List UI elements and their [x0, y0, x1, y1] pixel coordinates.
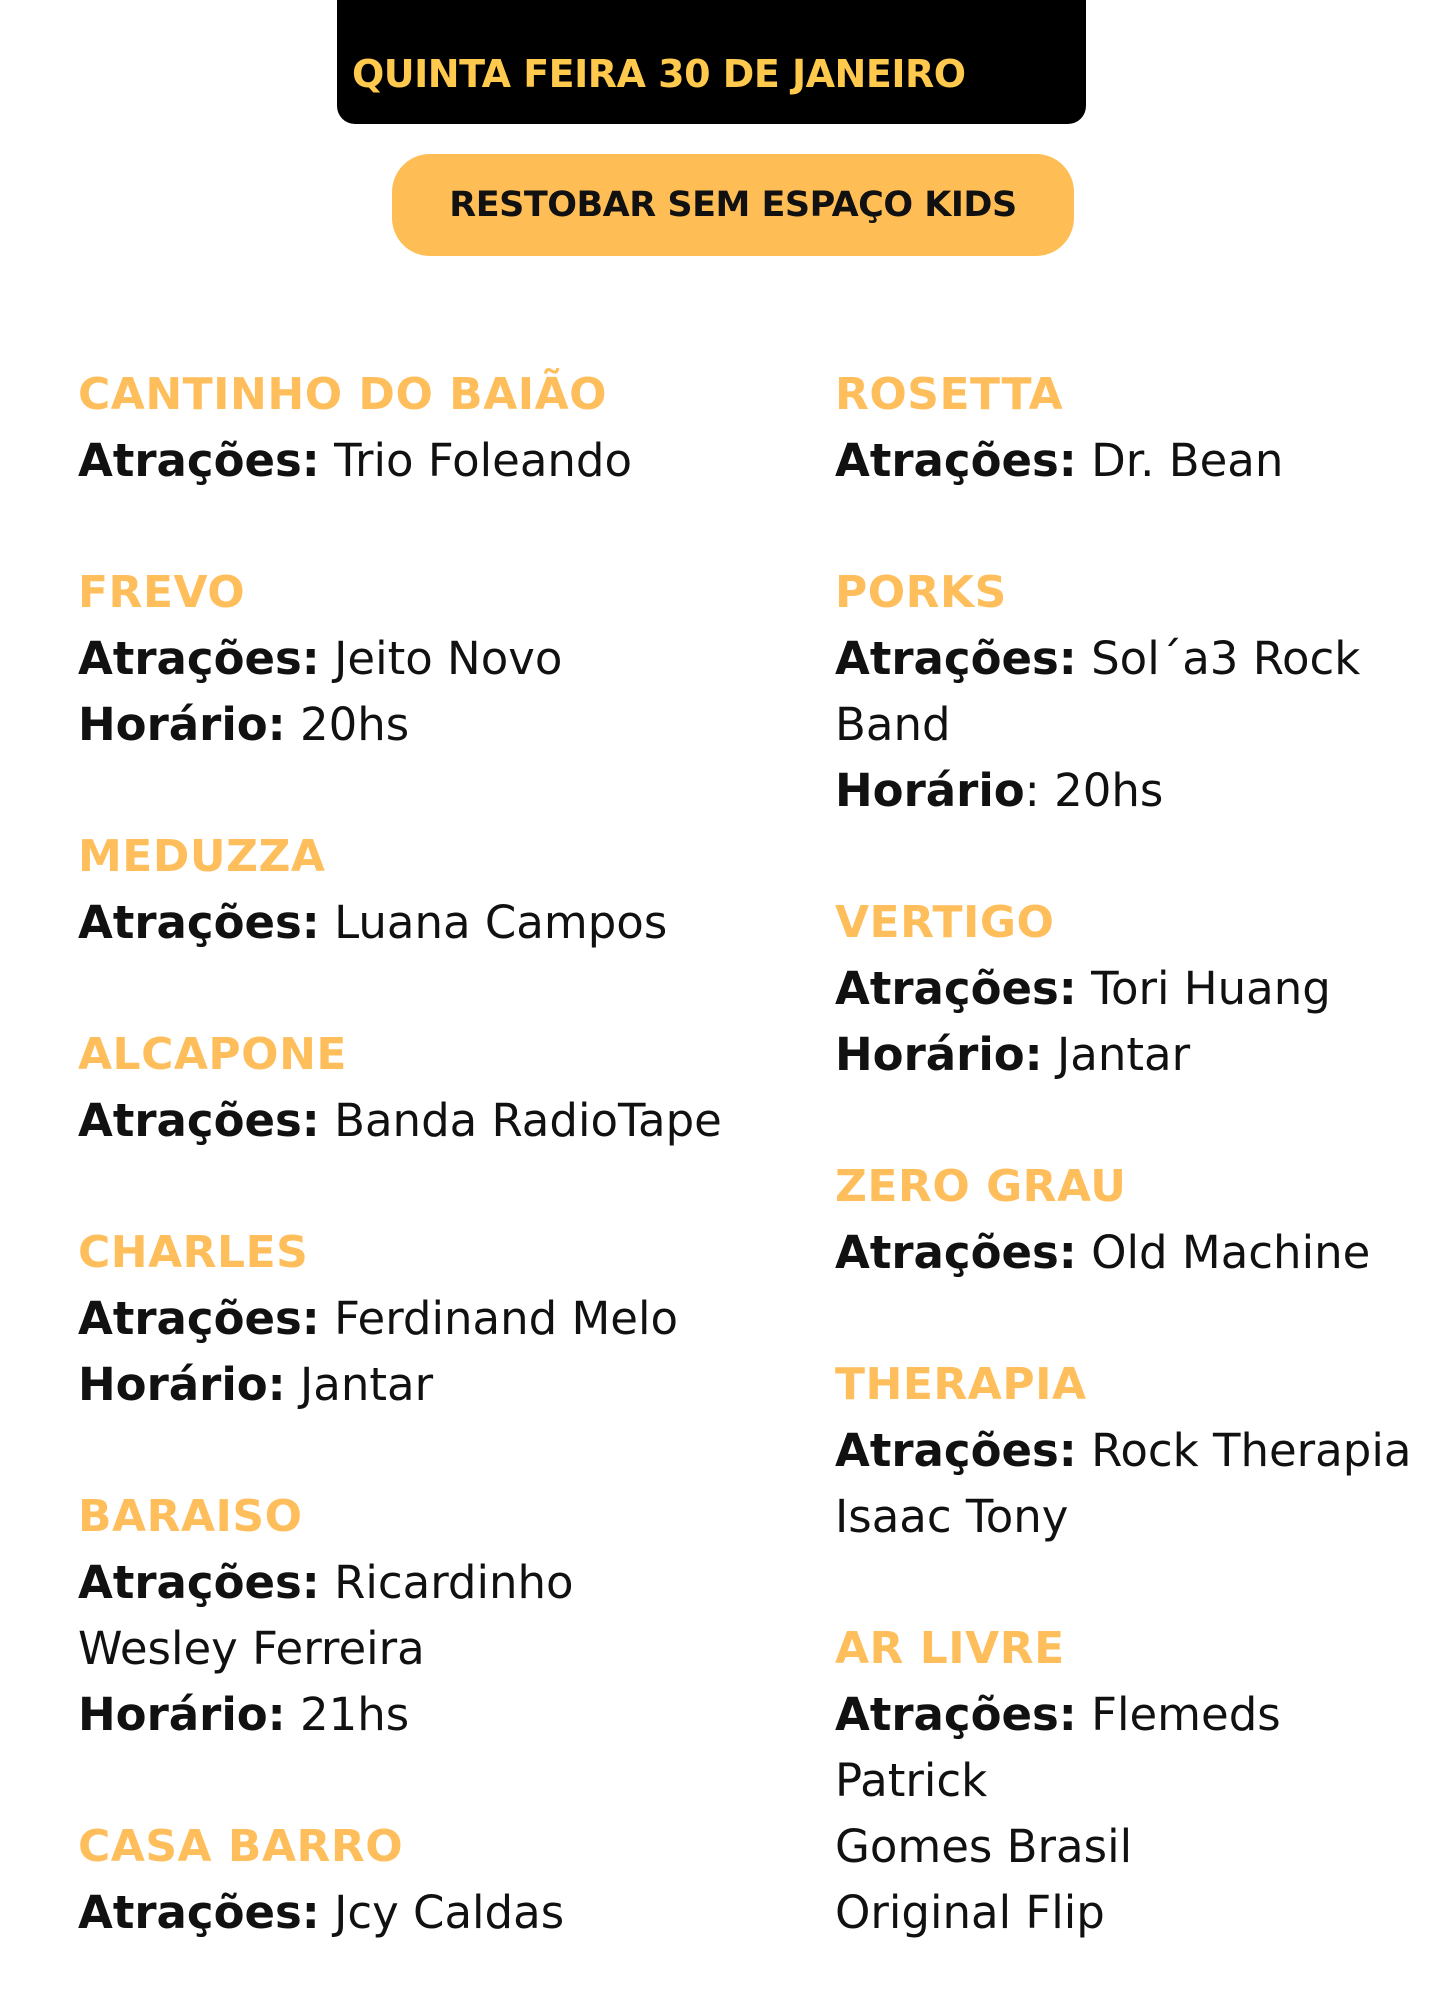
- time-line: [835, 758, 1415, 824]
- attractions-label: Atrações:: [78, 434, 320, 487]
- attractions-label: Atrações:: [78, 632, 320, 685]
- venue-name: THERAPIA: [835, 1359, 1087, 1410]
- attractions-line: [78, 1880, 738, 1946]
- attractions-label: Atrações:: [835, 632, 1077, 685]
- attractions-value: Tori Huang: [1091, 962, 1331, 1015]
- venue-block: [78, 1022, 738, 1154]
- time-label: Horário:: [78, 1688, 286, 1741]
- venue-name: AR LIVRE: [835, 1623, 1065, 1674]
- venue-name: ZERO GRAU: [835, 1161, 1127, 1212]
- attractions-label: Atrações:: [835, 962, 1077, 1015]
- attractions-line: [78, 890, 738, 956]
- venue-name: ALCAPONE: [78, 1029, 347, 1080]
- attractions-line: [78, 626, 738, 692]
- attractions-label: Atrações:: [835, 1688, 1077, 1741]
- attractions-value: Jeito Novo: [334, 632, 563, 685]
- attraction-extra: Wesley Ferreira: [78, 1622, 425, 1675]
- venue-name: CANTINHO DO BAIÃO: [78, 369, 608, 420]
- time-value: Jantar: [299, 1358, 434, 1411]
- venue-block: [78, 1814, 738, 1946]
- time-label: Horário:: [78, 698, 286, 751]
- venue-name: ROSETTA: [835, 369, 1064, 420]
- venue-name: VERTIGO: [835, 897, 1055, 948]
- venue-block: [835, 1616, 1415, 1946]
- category-subtitle: RESTOBAR SEM ESPAÇO KIDS: [449, 185, 1017, 225]
- venue-block: [835, 362, 1415, 494]
- attractions-value: Luana Campos: [334, 896, 668, 949]
- time-label: Horário: [835, 764, 1025, 817]
- venue-name: CASA BARRO: [78, 1821, 404, 1872]
- attraction-extra: Band: [835, 698, 951, 751]
- attractions-value: Rock Therapia: [1091, 1424, 1412, 1477]
- attraction-extra: Original Flip: [835, 1886, 1105, 1939]
- time-value: 21hs: [299, 1688, 410, 1741]
- attractions-value: Flemeds: [1091, 1688, 1281, 1741]
- attractions-label: Atrações:: [78, 896, 320, 949]
- attractions-value: Trio Foleando: [334, 434, 633, 487]
- venue-block: [835, 560, 1415, 824]
- attractions-value: Ferdinand Melo: [334, 1292, 679, 1345]
- attractions-value: Ricardinho: [334, 1556, 574, 1609]
- right-column: [835, 362, 1415, 2012]
- attractions-label: Atrações:: [78, 1556, 320, 1609]
- time-value: Jantar: [1056, 1028, 1191, 1081]
- attractions-line: [835, 1418, 1415, 1484]
- venue-block: [78, 824, 738, 956]
- time-value: 20hs: [299, 698, 410, 751]
- attraction-extra: Isaac Tony: [835, 1490, 1069, 1543]
- attractions-label: Atrações:: [835, 1424, 1077, 1477]
- time-label: Horário:: [835, 1028, 1043, 1081]
- attractions-line: [835, 1682, 1415, 1748]
- venue-block: [78, 1484, 738, 1748]
- venue-name: PORKS: [835, 567, 1007, 618]
- attractions-line: [78, 1088, 738, 1154]
- date-banner: [337, 0, 1086, 124]
- venue-name: BARAISO: [78, 1491, 303, 1542]
- venue-block: [78, 560, 738, 758]
- venue-block: [835, 1154, 1415, 1286]
- left-column: [78, 362, 738, 2012]
- venue-name: FREVO: [78, 567, 246, 618]
- time-value: : 20hs: [1024, 764, 1164, 817]
- venue-block: [835, 1352, 1415, 1550]
- attractions-value: Jcy Caldas: [334, 1886, 565, 1939]
- attractions-line: [78, 1286, 738, 1352]
- attractions-label: Atrações:: [78, 1292, 320, 1345]
- attractions-label: Atrações:: [78, 1094, 320, 1147]
- venue-name: CHARLES: [78, 1227, 309, 1278]
- time-line: [835, 1022, 1415, 1088]
- attractions-label: Atrações:: [78, 1886, 320, 1939]
- venue-block: [78, 1220, 738, 1418]
- time-line: [78, 692, 738, 758]
- attractions-value: Sol´a3 Rock: [1091, 632, 1361, 685]
- venue-block: [835, 890, 1415, 1088]
- attractions-line: [835, 956, 1415, 1022]
- attractions-value: Dr. Bean: [1091, 434, 1284, 487]
- attractions-label: Atrações:: [835, 1226, 1077, 1279]
- attractions-line: [78, 428, 738, 494]
- venue-block: [78, 362, 738, 494]
- attractions-line: [835, 1220, 1415, 1286]
- attractions-value: Old Machine: [1091, 1226, 1371, 1279]
- time-line: [78, 1682, 738, 1748]
- time-line: [78, 1352, 738, 1418]
- date-title: QUINTA FEIRA 30 DE JANEIRO: [352, 52, 966, 96]
- category-pill: [392, 154, 1074, 256]
- attractions-value: Banda RadioTape: [334, 1094, 722, 1147]
- attractions-line: [835, 626, 1415, 692]
- venue-name: MEDUZZA: [78, 831, 326, 882]
- attraction-extra: Patrick: [835, 1754, 988, 1807]
- attraction-extra: Gomes Brasil: [835, 1820, 1133, 1873]
- attractions-label: Atrações:: [835, 434, 1077, 487]
- time-label: Horário:: [78, 1358, 286, 1411]
- attractions-line: [78, 1550, 738, 1616]
- attractions-line: [835, 428, 1415, 494]
